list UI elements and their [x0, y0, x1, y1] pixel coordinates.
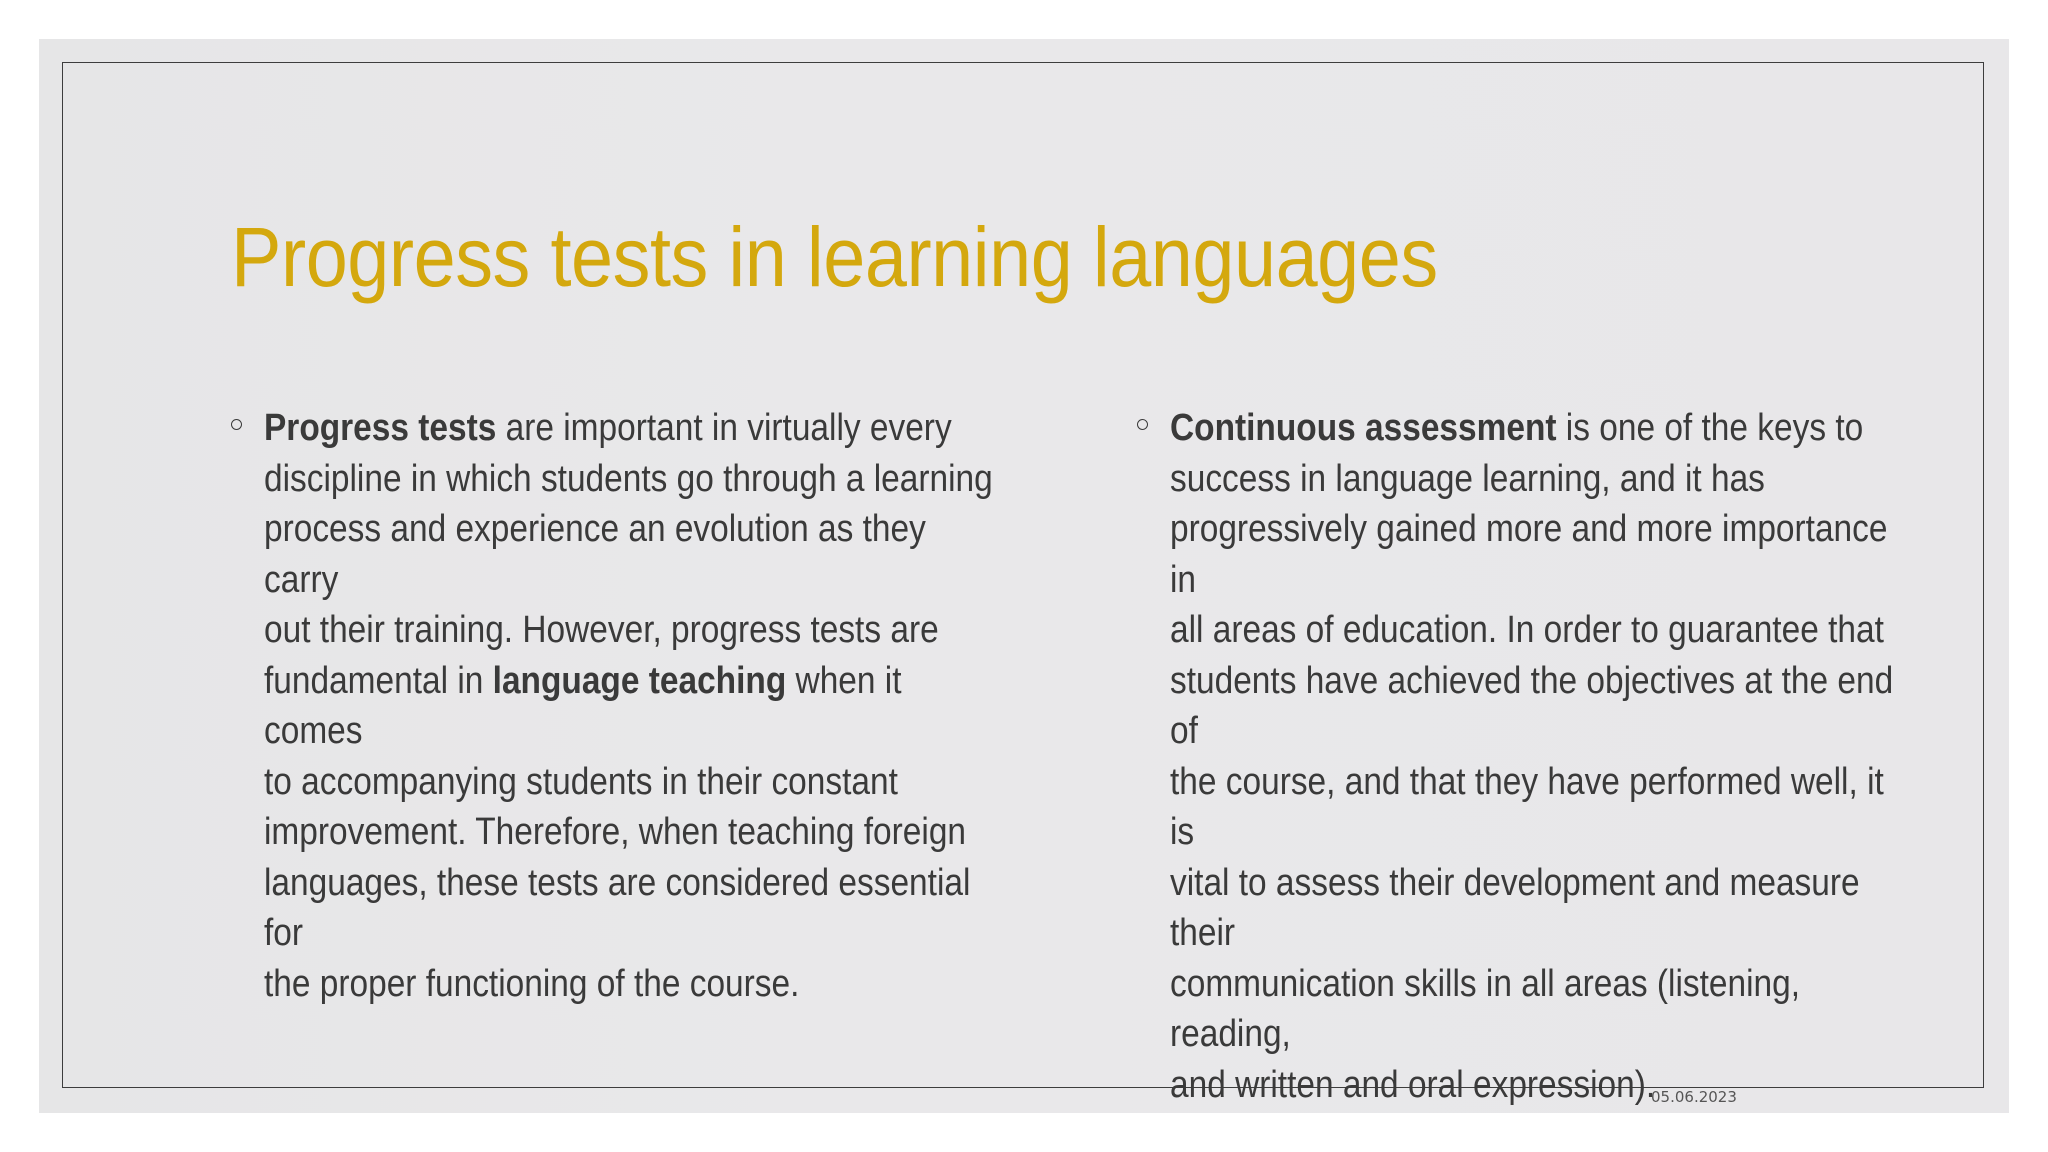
text-fragment: is one of the keys to: [1556, 407, 1864, 449]
text-line: out their training. However, progress tests are: [264, 609, 939, 651]
text-line: discipline in which students go through a learning: [264, 457, 993, 500]
slide-date: 05.06.2023: [1651, 1088, 1737, 1106]
text-line: the course, and that they have performed well, it is: [1170, 760, 1884, 853]
text-line: improvement. Therefore, when teaching foreign: [264, 811, 967, 853]
bullet-text: [264, 403, 994, 1009]
left-column: [231, 403, 991, 1009]
slide-title: Progress tests in learning languages: [231, 210, 1438, 304]
text-line: progressively gained more and more importance in: [1170, 508, 1888, 601]
bold-term: Continuous assessment: [1170, 407, 1557, 449]
slide: [39, 39, 2009, 1113]
text-line: [264, 403, 994, 454]
text-line: [264, 656, 994, 757]
text-line: and written and oral expression).: [1170, 1063, 1656, 1106]
text-fragment: fundamental in: [264, 659, 493, 702]
hollow-circle-bullet-icon: [1137, 419, 1148, 430]
text-fragment: are important in virtually every: [496, 407, 952, 449]
text-line: vital to assess their development and measure their: [1170, 861, 1860, 954]
bold-term: language teaching: [492, 659, 787, 702]
text-line: [1170, 403, 1900, 454]
text-line: languages, these tests are considered essential for: [264, 861, 971, 954]
text-line: process and experience an evolution as they carry: [264, 508, 926, 601]
text-line: to accompanying students in their constant: [264, 760, 898, 803]
text-line: success in language learning, and it has: [1170, 457, 1765, 500]
text-line: the proper functioning of the course.: [264, 962, 800, 1005]
bullet-item-continuous-assessment: [1137, 403, 1897, 1110]
text-line: students have achieved the objectives at the end of: [1170, 659, 1894, 752]
text-line: communication skills in all areas (listening, reading,: [1170, 962, 1801, 1055]
text-line: all areas of education. In order to guarantee that: [1170, 609, 1884, 651]
hollow-circle-bullet-icon: [231, 419, 242, 430]
text-fragment: when it comes: [264, 659, 902, 752]
bold-term: Progress tests: [264, 407, 497, 449]
right-column: [1137, 403, 1897, 1110]
bullet-item-progress-tests: [231, 403, 991, 1009]
bullet-text: [1170, 403, 1900, 1110]
